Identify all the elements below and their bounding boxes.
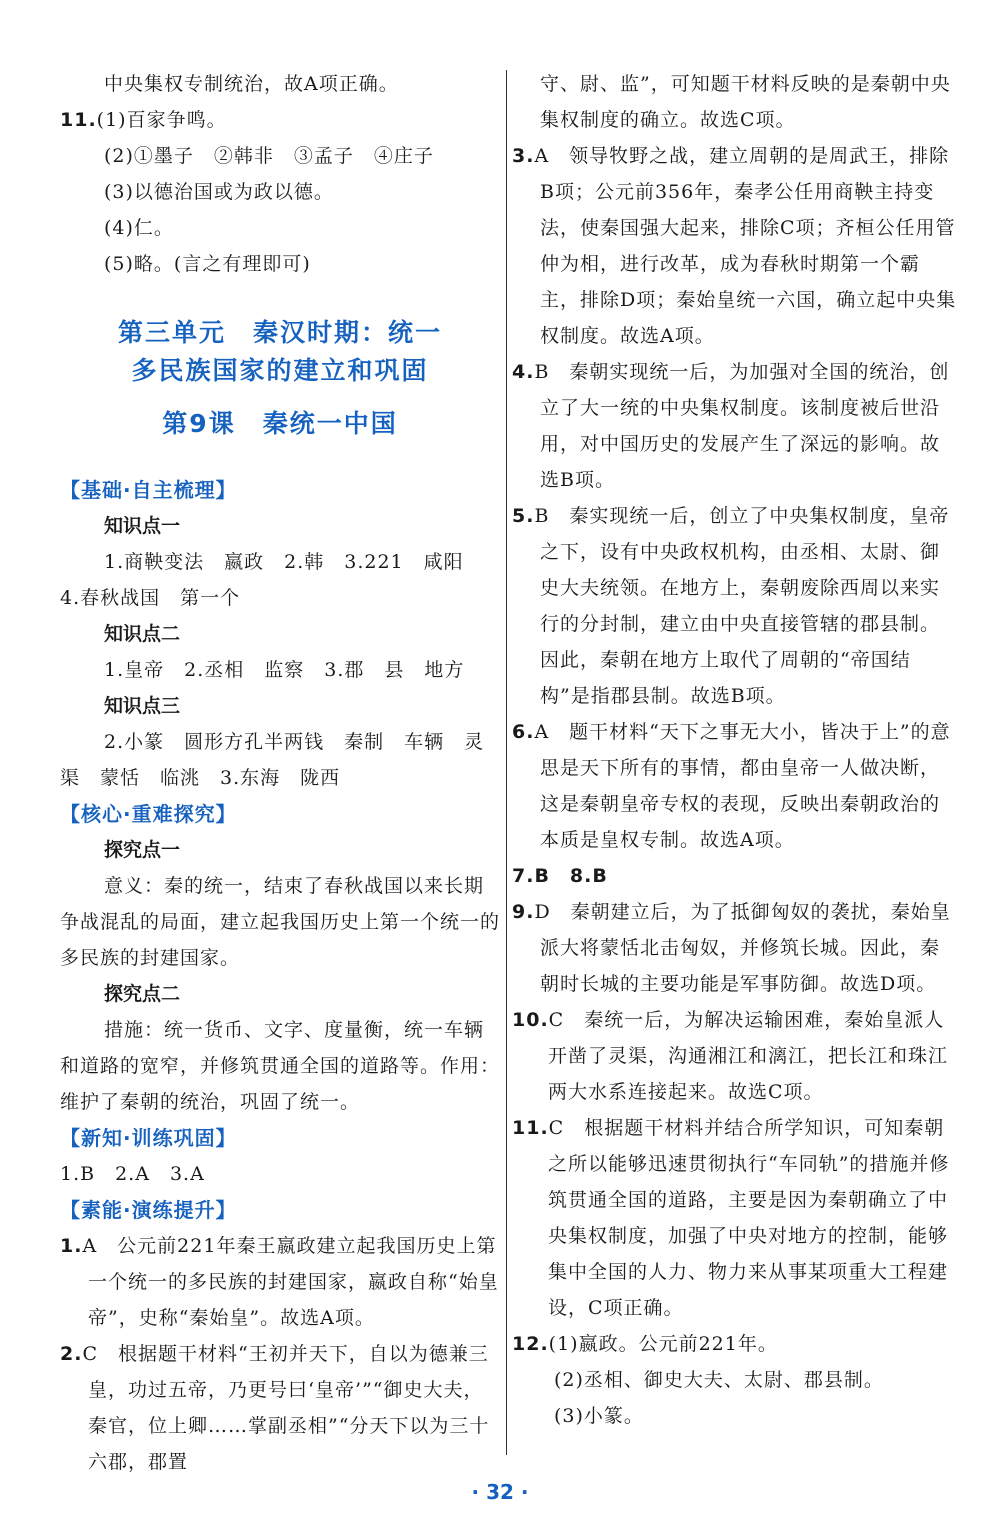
answer-number: 9. — [512, 901, 535, 923]
answer-number: 10. — [512, 1009, 549, 1031]
answer-text: D 秦朝建立后，为了抵御匈奴的袭扰，秦始皇派大将蒙恬北击匈奴，并修筑长城。因此，秦朝时长城的主要功能是军事防御。故选D项。 — [534, 901, 951, 995]
answer-number: 12. — [512, 1333, 549, 1355]
answer-11 — [512, 1110, 957, 1326]
answer-text: A 领导牧野之战，建立周朝的是周武王，排除B项；公元前356年，秦孝公任用商鞅主持变法，使秦国强大起来，排除C项；齐桓公任用管仲为相，进行改革，成为春秋时期第一个霸主，排除D项；秦始皇统一六国，确立起中央集权制度。故选A项。 — [534, 145, 957, 347]
lesson-title: 第9课 秦统一中国 — [162, 409, 398, 438]
answer-text: A 公元前221年秦王嬴政建立起我国历史上第一个统一的多民族的封建国家，嬴政自称“始皇帝”，史称“秦始皇”。故选A项。 — [82, 1235, 499, 1329]
continued-text: 中央集权专制统治，故A项正确。 — [104, 73, 399, 95]
knowledge-point-2-answers: 1.皇帝 2.丞相 监察 3.郡 县 地方 — [104, 659, 465, 681]
knowledge-point-2: 知识点二 — [104, 623, 181, 645]
unit-title-line-2: 多民族国家的建立和巩固 — [131, 356, 429, 385]
answer-9 — [512, 894, 957, 1002]
answer-text: A 题干材料“天下之事无大小，皆决于上”的意思是天下所有的事情，都由皇帝一人做决断，这是秦朝皇帝专权的表现，反映出秦朝政治的本质是皇权专制。故选A项。 — [534, 721, 951, 851]
answer-number: 2. — [60, 1343, 83, 1365]
answer-number: 5. — [512, 505, 535, 527]
answer-11 — [60, 102, 500, 138]
answer-number: 6. — [512, 721, 535, 743]
knowledge-point-1-answers: 1.商鞅变法 嬴政 2.韩 3.221 咸阳 — [104, 551, 464, 573]
answer-text: B 秦实现统一后，创立了中央集权制度，皇帝之下，设有中央政权机构，由丞相、太尉、御史大夫统领。在地方上，秦朝废除西周以来实行的分封制，建立由中央直接管辖的郡县制。因此，秦朝在地方上取代了周朝的“帝国结构”是指郡县制。故选B项。 — [534, 505, 950, 707]
answer-number: 11. — [60, 109, 97, 131]
answer-10 — [512, 1002, 957, 1110]
unit-title-line-1: 第三单元 秦汉时期：统一 — [117, 318, 442, 347]
column-divider — [506, 70, 507, 1455]
answer-text: C 秦统一后，为解决运输困难，秦始皇派人开凿了灵渠，沟通湘江和漓江，把长江和珠江两大水系连接起来。故选C项。 — [548, 1009, 949, 1103]
answer-11-part-5: (5)略。(言之有理即可) — [104, 253, 311, 275]
exploration-point-1-text: 意义：秦的统一，结束了春秋战国以来长期争战混乱的局面，建立起我国历史上第一个统一的多民族的封建国家。 — [60, 875, 501, 969]
new-knowledge-answers: 1.B 2.A 3.A — [60, 1163, 205, 1185]
answer-11-part-1: (1)百家争鸣。 — [96, 109, 227, 131]
section-heading-core: 【核心·重难探究】 — [60, 802, 237, 826]
exploration-point-1: 探究点一 — [104, 839, 181, 861]
knowledge-point-3-answers: 2.小篆 圆形方孔半两钱 秦制 车辆 灵渠 蒙恬 临洮 3.东海 陇西 — [60, 731, 485, 789]
answer-number: 4. — [512, 361, 535, 383]
exploration-point-2-text: 措施：统一货币、文字、度量衡，统一车辆和道路的宽窄，并修筑贯通全国的道路等。作用：维护了秦朝的统治，巩固了统一。 — [60, 1019, 501, 1113]
answer-4 — [512, 354, 957, 498]
section-heading-basic: 【基础·自主梳理】 — [60, 478, 237, 502]
answer-12-part-1: (1)嬴政。公元前221年。 — [548, 1333, 778, 1355]
section-heading-skill: 【素能·演练提升】 — [60, 1198, 237, 1222]
knowledge-point-1: 知识点一 — [104, 515, 181, 537]
answer-12-part-3: (3)小篆。 — [554, 1405, 644, 1427]
answer-11-part-2: (2)①墨子 ②韩非 ③孟子 ④庄子 — [104, 145, 434, 167]
right-column — [512, 66, 957, 1434]
answer-5 — [512, 498, 957, 714]
answer-3 — [512, 138, 957, 354]
page-number: · 32 · — [471, 1480, 529, 1504]
answer-line: 7.B 8.B — [512, 865, 608, 887]
section-heading-new: 【新知·训练巩固】 — [60, 1126, 237, 1150]
answer-12 — [512, 1326, 957, 1362]
answer-number: 11. — [512, 1117, 549, 1139]
answer-11-part-4: (4)仁。 — [104, 217, 174, 239]
exploration-point-2: 探究点二 — [104, 983, 181, 1005]
knowledge-point-3: 知识点三 — [104, 695, 181, 717]
knowledge-point-1-answers-cont: 4.春秋战国 第一个 — [60, 587, 241, 609]
answer-11-part-3: (3)以德治国或为政以德。 — [104, 181, 334, 203]
continued-text: 守、尉、监”，可知题干材料反映的是秦朝中央集权制度的确立。故选C项。 — [540, 73, 951, 131]
answer-number: 3. — [512, 145, 535, 167]
answer-12-part-2: (2)丞相、御史大夫、太尉、郡县制。 — [554, 1369, 884, 1391]
answer-text: C 根据题干材料“王初并天下，自以为德兼三皇，功过五帝，乃更号曰‘皇帝’”“御史大夫，秦官，位上卿……掌副丞相”“分天下以为三十六郡，郡置 — [82, 1343, 490, 1473]
page-number-value: 32 — [486, 1480, 514, 1504]
answer-6 — [512, 714, 957, 858]
answer-number: 1. — [60, 1235, 83, 1257]
skill-answer-2 — [60, 1336, 500, 1480]
answers-7-8 — [512, 858, 957, 894]
answer-text: B 秦朝实现统一后，为加强对全国的统治，创立了大一统的中央集权制度。该制度被后世沿用，对中国历史的发展产生了深远的影响。故选B项。 — [534, 361, 950, 491]
skill-answer-1 — [60, 1228, 500, 1336]
left-column — [60, 66, 500, 1480]
answer-text: C 根据题干材料并结合所学知识，可知秦朝之所以能够迅速贯彻执行“车同轨”的措施并修筑贯通全国的道路，主要是因为秦朝确立了中央集权制度，加强了中央对地方的控制，能够集中全国的人力、物力来从事某项重大工程建设，C项正确。 — [548, 1117, 950, 1319]
